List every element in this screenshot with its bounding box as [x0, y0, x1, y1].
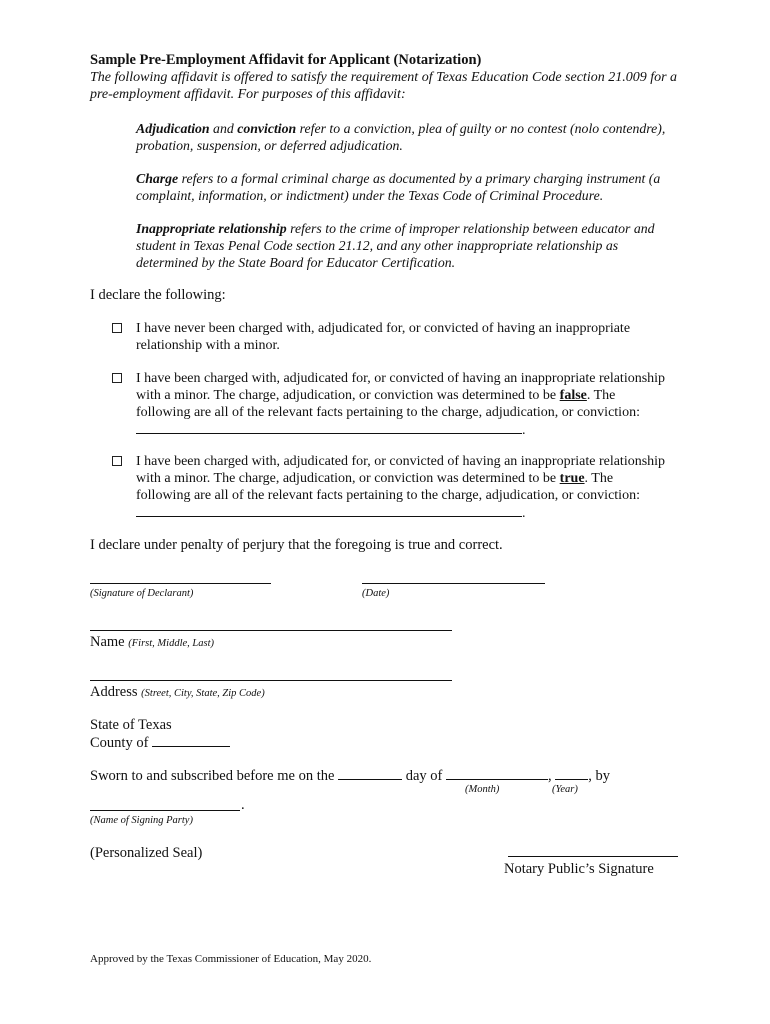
- intro-paragraph: The following affidavit is offered to satisfy the requirement of Texas Education Code section 21.009 for a pre-employment affidavit. For purposes of this affidavit:: [90, 70, 678, 102]
- perjury-statement: I declare under penalty of perjury that the foregoing is true and correct.: [90, 537, 503, 553]
- option-text-part: I have been charged with, adjudicated for, or convicted of having an inappropriate relationship with a minor. The charge, adjudication, or conviction was determined to be: [136, 371, 666, 403]
- definition-text: refer to a conviction, plea of guilty or no contest (nolo contendre), probation, suspension, or deferred adjudication.: [136, 121, 666, 153]
- definition-charge: [136, 170, 676, 204]
- sworn-text: Sworn to and subscribed before me on the: [90, 768, 335, 784]
- address-label-row: [90, 684, 265, 701]
- document-title: Sample Pre-Employment Affidavit for Applicant (Notarization): [90, 52, 482, 68]
- option-charged-false: [112, 370, 672, 440]
- signing-party-period: .: [241, 797, 245, 813]
- option-never-charged: [112, 320, 672, 356]
- county-row: [90, 734, 230, 752]
- notary-label: Notary Public’s Signature: [504, 861, 654, 877]
- facts-line[interactable]: [136, 504, 522, 517]
- month-label: (Month): [465, 784, 500, 795]
- name-hint: (First, Middle, Last): [128, 638, 214, 649]
- sworn-text: day of: [405, 768, 443, 784]
- definition-text: refers to a formal criminal charge as documented by a primary charging instrument (a complaint, information, or indictment) under the Texas Code of Criminal Procedure.: [136, 171, 661, 203]
- month-line[interactable]: [446, 767, 548, 780]
- option-keyword: false: [559, 388, 587, 403]
- date-label: (Date): [362, 588, 390, 599]
- definition-term: conviction: [237, 121, 297, 136]
- option-text-part: . The following are all of the relevant facts pertaining to the charge, adjudication, or conviction:: [136, 388, 640, 420]
- option-checkbox[interactable]: [112, 456, 122, 466]
- facts-line[interactable]: [136, 421, 522, 434]
- address-hint: (Street, City, State, Zip Code): [141, 688, 265, 699]
- footer-approval: Approved by the Texas Commissioner of Education, May 2020.: [90, 953, 372, 965]
- name-label: Name: [90, 634, 125, 650]
- definition-join: and: [209, 121, 238, 136]
- year-label: (Year): [552, 784, 578, 795]
- signing-party-label: (Name of Signing Party): [90, 815, 193, 826]
- address-line[interactable]: [90, 680, 452, 681]
- signing-party-line[interactable]: [90, 810, 240, 811]
- name-label-row: [90, 634, 214, 651]
- option-checkbox[interactable]: [112, 373, 122, 383]
- address-label: Address: [90, 684, 138, 700]
- option-text: [136, 453, 666, 522]
- option-text-part: I have been charged with, adjudicated for, or convicted of having an inappropriate relationship with a minor. The charge, adjudication, or conviction was determined to be: [136, 454, 666, 486]
- seal-label: (Personalized Seal): [90, 845, 203, 861]
- sworn-row: [90, 767, 610, 785]
- option-text-part: . The following are all of the relevant facts pertaining to the charge, adjudication, or conviction:: [136, 471, 640, 503]
- signature-line[interactable]: [90, 583, 271, 584]
- county-line[interactable]: [152, 734, 230, 747]
- signature-label: (Signature of Declarant): [90, 588, 194, 599]
- day-line[interactable]: [338, 767, 402, 780]
- sworn-comma: ,: [547, 768, 552, 784]
- definition-adjudication: [136, 120, 676, 154]
- state-label: State of Texas: [90, 717, 172, 733]
- option-checkbox[interactable]: [112, 323, 122, 333]
- definition-term: Adjudication: [136, 121, 210, 136]
- option-text-end: .: [522, 423, 526, 438]
- option-charged-true: [112, 453, 672, 523]
- option-text: [136, 370, 666, 439]
- definition-inappropriate-relationship: [136, 220, 676, 271]
- definition-text: refers to the crime of improper relationship between educator and student in Texas Penal Code section 21.12, and any other inappropriate relationship as determined by the State Board for Educator Certification.: [136, 221, 655, 270]
- year-line[interactable]: [555, 767, 588, 780]
- county-label: County of: [90, 735, 149, 751]
- option-text: I have never been charged with, adjudicated for, or convicted of having an inappropriate relationship with a minor.: [136, 321, 631, 353]
- definition-term: Charge: [136, 171, 179, 186]
- date-line[interactable]: [362, 583, 545, 584]
- definition-term: Inappropriate relationship: [136, 221, 287, 236]
- option-keyword: true: [559, 471, 585, 486]
- notary-signature-line[interactable]: [508, 856, 678, 857]
- declare-heading: I declare the following:: [90, 287, 226, 303]
- sworn-by: , by: [588, 768, 610, 784]
- name-line[interactable]: [90, 630, 452, 631]
- option-text-end: .: [522, 506, 526, 521]
